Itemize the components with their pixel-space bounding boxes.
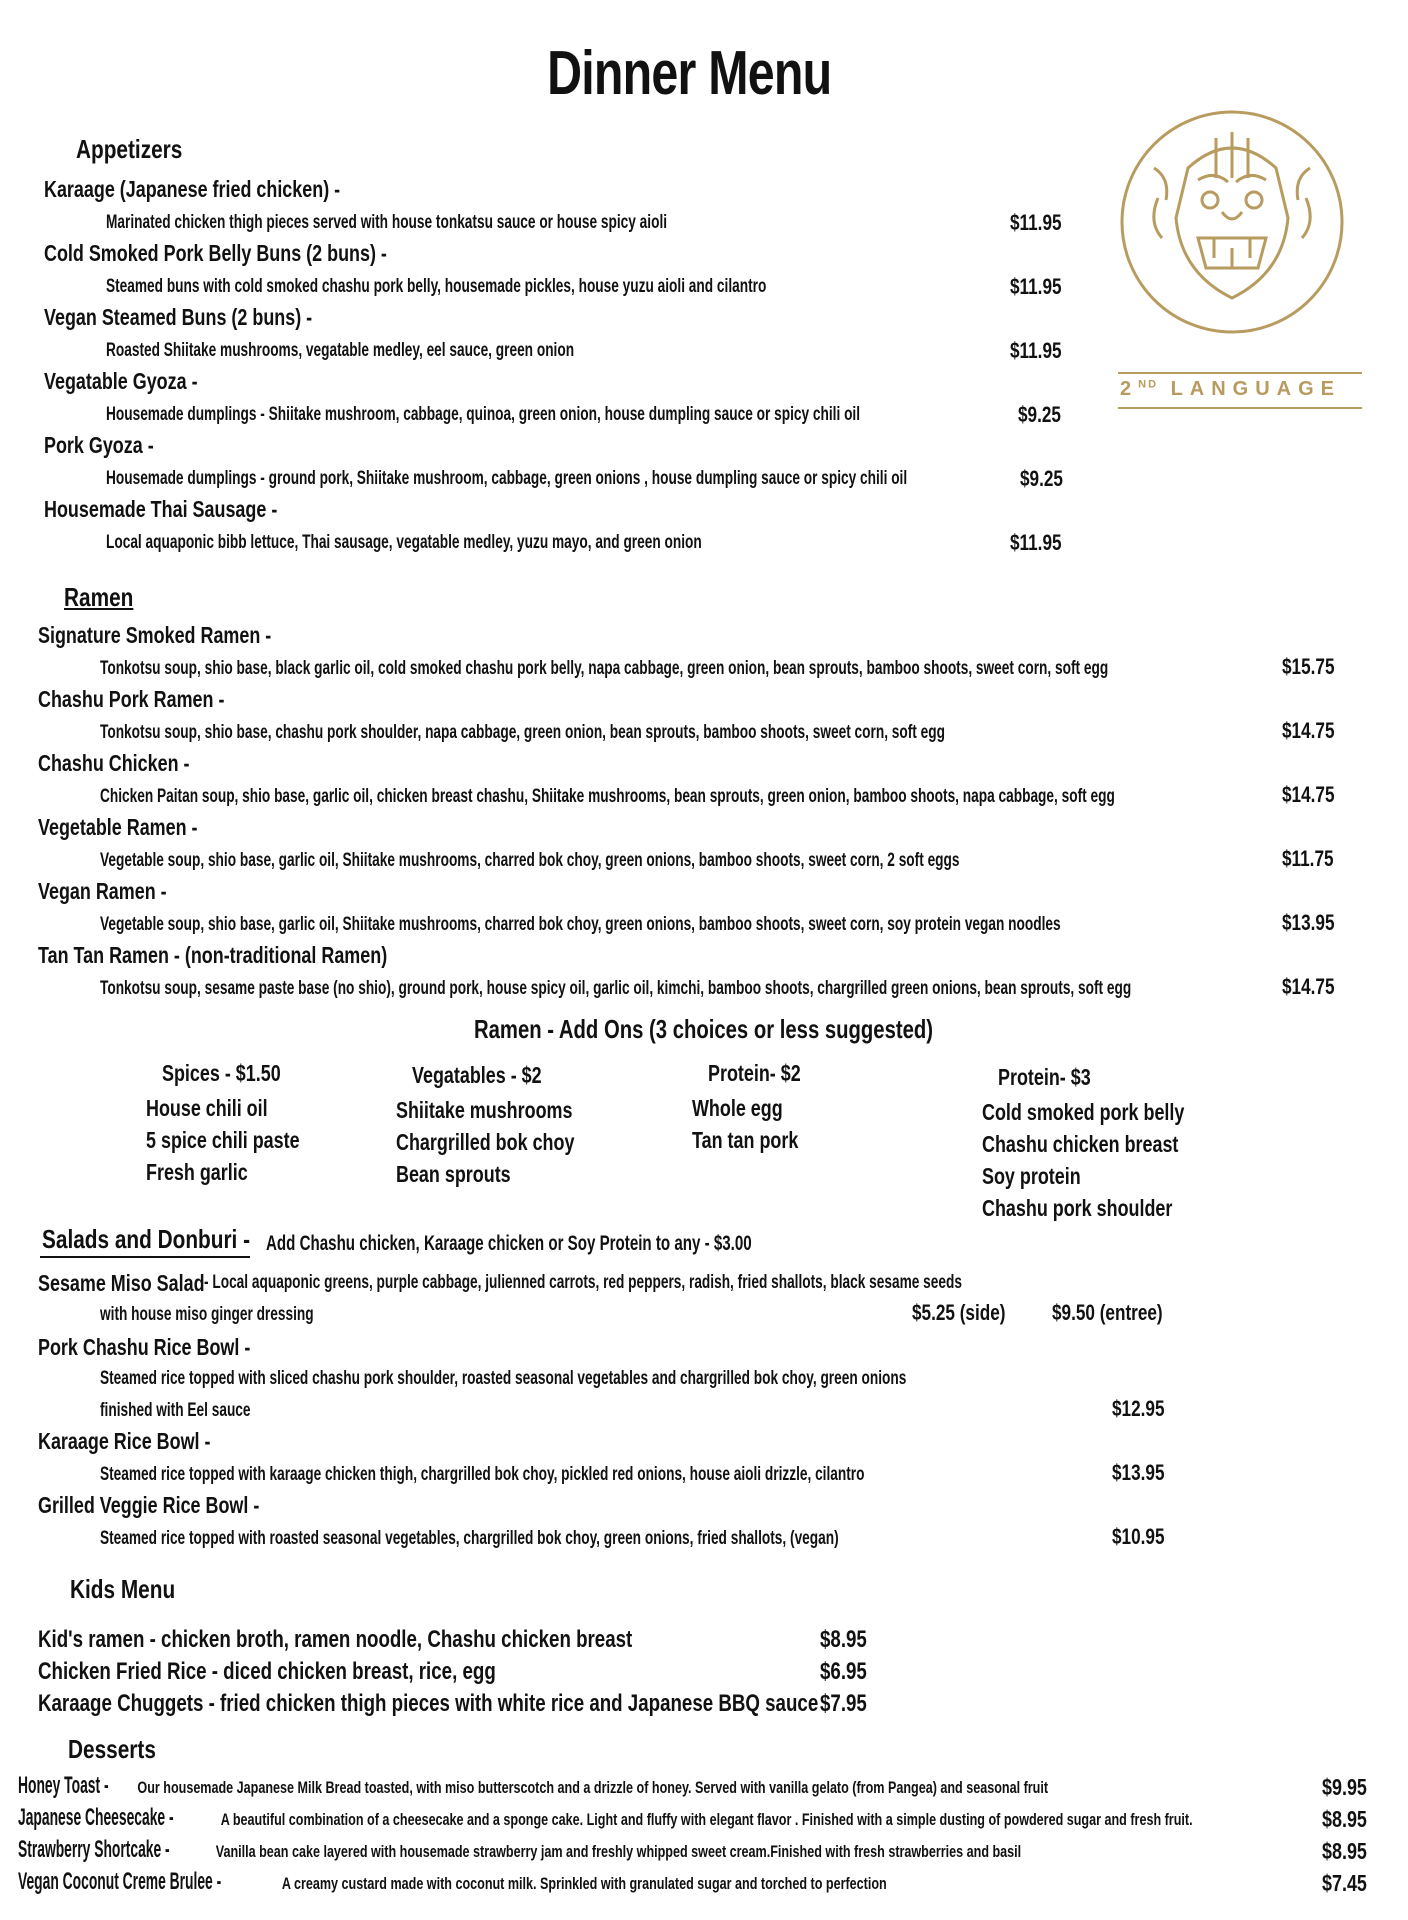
menu-item-name: Sesame Miso Salad xyxy=(38,1270,205,1296)
kids-item: Kid's ramen - chicken broth, ramen noodle, Chashu chicken breast xyxy=(38,1626,633,1653)
salads-heading: Salads and Donburi - xyxy=(42,1224,251,1254)
dessert-desc: A beautiful combination of a cheesecake and a sponge cake. Light and fluffy with elegant flavor . Finished with a simple dusting of powdered sugar and fresh fruit. xyxy=(220,1810,1193,1829)
menu-item-desc: finished with Eel sauce xyxy=(100,1400,251,1421)
menu-item-price-entree: $9.50 (entree) xyxy=(1052,1300,1163,1325)
menu-item-desc: Tonkotsu soup, shio base, chashu pork shoulder, napa cabbage, green onion, bean sprouts, bamboo shoots, sweet corn, soft egg xyxy=(100,722,945,743)
addon-column-heading: Spices - $1.50 xyxy=(162,1060,281,1086)
menu-item-desc: Steamed rice topped with sliced chashu pork shoulder, roasted seasonal vegetables and chargrilled bok choy, green onions xyxy=(100,1368,907,1389)
addon-column-heading: Protein- $3 xyxy=(998,1064,1091,1090)
addons-heading: Ramen - Add Ons (3 choices or less suggested) xyxy=(474,1014,934,1044)
dessert-name: Japanese Cheesecake - xyxy=(18,1804,174,1831)
dessert-name: Vegan Coconut Creme Brulee - xyxy=(18,1868,222,1895)
menu-item-desc: Chicken Paitan soup, shio base, garlic oil, chicken breast chashu, Shiitake mushrooms, bean sprouts, green onion, bamboo shoots, napa cabbage, soft egg xyxy=(100,786,1115,807)
menu-item-desc: Housemade dumplings - ground pork, Shiitake mushroom, cabbage, green onions , house dumpling sauce or spicy chili oil xyxy=(106,468,908,489)
menu-item-desc: Local aquaponic bibb lettuce, Thai sausage, vegatable medley, yuzu mayo, and green onion xyxy=(106,532,702,553)
menu-item-name: Vegatable Gyoza - xyxy=(44,368,198,394)
addon-item: House chili oil xyxy=(146,1095,268,1121)
menu-item-desc: with house miso ginger dressing xyxy=(100,1304,314,1325)
dessert-price: $7.45 xyxy=(1322,1870,1367,1896)
menu-item-name: Signature Smoked Ramen - xyxy=(38,622,272,648)
addon-column-heading: Vegatables - $2 xyxy=(412,1062,542,1088)
dessert-name: Strawberry Shortcake - xyxy=(18,1836,170,1863)
dessert-price: $8.95 xyxy=(1322,1838,1367,1864)
menu-item-name: Vegan Steamed Buns (2 buns) - xyxy=(44,304,313,330)
menu-item-name: Pork Chashu Rice Bowl - xyxy=(38,1334,251,1360)
menu-item-price: $10.95 xyxy=(1112,1524,1165,1549)
menu-item-desc: Housemade dumplings - Shiitake mushroom, cabbage, quinoa, green onion, house dumpling sauce or spicy chili oil xyxy=(106,404,861,425)
kids-item: Chicken Fried Rice - diced chicken breast, rice, egg xyxy=(38,1658,496,1685)
mask-logo-icon xyxy=(1118,108,1346,336)
kids-item-price: $7.95 xyxy=(820,1690,867,1717)
menu-item-desc: Tonkotsu soup, sesame paste base (no shio), ground pork, house spicy oil, garlic oil, kimchi, bamboo shoots, chargrilled green onions, bean sprouts, soft egg xyxy=(100,978,1132,999)
menu-item-name: Karaage (Japanese fried chicken) - xyxy=(44,176,341,202)
appetizers-heading: Appetizers xyxy=(76,134,183,164)
brand-wordmark: 2ND LANGUAGE xyxy=(1118,372,1362,409)
menu-item-desc: Steamed buns with cold smoked chashu pork belly, housemade pickles, house yuzu aioli and cilantro xyxy=(106,276,767,297)
menu-item-price: $13.95 xyxy=(1112,1460,1165,1485)
addon-item: Chashu chicken breast xyxy=(982,1131,1179,1157)
addon-item: Cold smoked pork belly xyxy=(982,1099,1185,1125)
menu-item-desc: Steamed rice topped with karaage chicken thigh, chargrilled bok choy, pickled red onions, house aioli drizzle, cilantro xyxy=(100,1464,865,1485)
dessert-desc: Our housemade Japanese Milk Bread toasted, with miso butterscotch and a drizzle of honey. Served with vanilla gelato (from Pangea) and seasonal fruit xyxy=(137,1778,1049,1797)
dessert-row xyxy=(18,1836,1374,1864)
menu-item-price: $9.25 xyxy=(1020,466,1063,491)
menu-item-price-side: $5.25 (side) xyxy=(912,1300,1006,1325)
page-title: Dinner Menu xyxy=(546,39,832,108)
dessert-row xyxy=(18,1804,1408,1832)
desserts-heading: Desserts xyxy=(68,1734,156,1764)
menu-item-name: Tan Tan Ramen - (non-traditional Ramen) xyxy=(38,942,388,968)
kids-item-price: $6.95 xyxy=(820,1658,867,1685)
menu-item-price: $11.95 xyxy=(1010,338,1062,363)
menu-item-desc: - Local aquaponic greens, purple cabbage, julienned carrots, red peppers, radish, fried shallots, black sesame seeds xyxy=(204,1272,962,1293)
menu-item-price: $11.75 xyxy=(1282,846,1334,871)
menu-item-price: $11.95 xyxy=(1010,274,1062,299)
dessert-name: Honey Toast - xyxy=(18,1772,109,1799)
menu-item-price: $9.25 xyxy=(1018,402,1061,427)
addon-item: Shiitake mushrooms xyxy=(396,1097,573,1123)
menu-item-name: Cold Smoked Pork Belly Buns (2 buns) - xyxy=(44,240,387,266)
dessert-row xyxy=(18,1868,1192,1896)
dessert-row xyxy=(18,1772,1408,1800)
menu-item-price: $11.95 xyxy=(1010,210,1062,235)
menu-item-price: $12.95 xyxy=(1112,1396,1165,1421)
menu-item-name: Chashu Pork Ramen - xyxy=(38,686,225,712)
menu-item-desc: Steamed rice topped with roasted seasonal vegetables, chargrilled bok choy, green onions, fried shallots, (vegan) xyxy=(100,1528,839,1549)
addon-item: 5 spice chili paste xyxy=(146,1127,300,1153)
menu-item-name: Vegetable Ramen - xyxy=(38,814,198,840)
addon-item: Tan tan pork xyxy=(692,1127,799,1153)
kids-heading: Kids Menu xyxy=(70,1574,176,1604)
addon-item: Chargrilled bok choy xyxy=(396,1129,575,1155)
menu-item-name: Housemade Thai Sausage - xyxy=(44,496,278,522)
addon-column-heading: Protein- $2 xyxy=(708,1060,801,1086)
menu-item-price: $14.75 xyxy=(1282,718,1335,743)
kids-item-price: $8.95 xyxy=(820,1626,867,1653)
dessert-price: $9.95 xyxy=(1322,1774,1367,1800)
dessert-desc: A creamy custard made with coconut milk. Sprinkled with granulated sugar and torched to perfection xyxy=(281,1874,887,1893)
menu-item-price: $13.95 xyxy=(1282,910,1335,935)
menu-item-name: Karaage Rice Bowl - xyxy=(38,1428,211,1454)
salads-heading-underline xyxy=(40,1256,250,1258)
menu-item-desc: Vegetable soup, shio base, garlic oil, Shiitake mushrooms, charred bok choy, green onions, bamboo shoots, sweet corn, 2 soft eggs xyxy=(100,850,960,871)
addon-item: Bean sprouts xyxy=(396,1161,511,1187)
addon-item: Soy protein xyxy=(982,1163,1081,1189)
menu-item-name: Grilled Veggie Rice Bowl - xyxy=(38,1492,260,1518)
addon-item: Chashu pork shoulder xyxy=(982,1195,1173,1221)
dessert-desc: Vanilla bean cake layered with housemade strawberry jam and freshly whipped sweet cream.Finished with fresh strawberries and basil xyxy=(215,1842,1022,1861)
salads-add-note: Add Chashu chicken, Karaage chicken or Soy Protein to any - $3.00 xyxy=(266,1232,752,1255)
menu-item-desc: Roasted Shiitake mushrooms, vegatable medley, eel sauce, green onion xyxy=(106,340,575,361)
addon-item: Whole egg xyxy=(692,1095,783,1121)
menu-item-desc: Tonkotsu soup, shio base, black garlic oil, cold smoked chashu pork belly, napa cabbage, green onion, bean sprouts, bamboo shoots, sweet corn, soft egg xyxy=(100,658,1109,679)
menu-item-price: $14.75 xyxy=(1282,974,1335,999)
kids-item: Karaage Chuggets - fried chicken thigh pieces with white rice and Japanese BBQ sauce xyxy=(38,1690,819,1717)
menu-item-price: $15.75 xyxy=(1282,654,1335,679)
menu-item-name: Vegan Ramen - xyxy=(38,878,167,904)
ramen-heading: Ramen xyxy=(64,582,134,612)
menu-item-name: Pork Gyoza - xyxy=(44,432,154,458)
dessert-price: $8.95 xyxy=(1322,1806,1367,1832)
menu-item-price: $14.75 xyxy=(1282,782,1335,807)
addon-item: Fresh garlic xyxy=(146,1159,248,1185)
menu-item-name: Chashu Chicken - xyxy=(38,750,190,776)
menu-item-desc: Marinated chicken thigh pieces served with house tonkatsu sauce or house spicy aioli xyxy=(106,212,668,233)
menu-item-price: $11.95 xyxy=(1010,530,1062,555)
menu-item-desc: Vegetable soup, shio base, garlic oil, Shiitake mushrooms, charred bok choy, green onions, bamboo shoots, sweet corn, soy protein vegan noodles xyxy=(100,914,1061,935)
